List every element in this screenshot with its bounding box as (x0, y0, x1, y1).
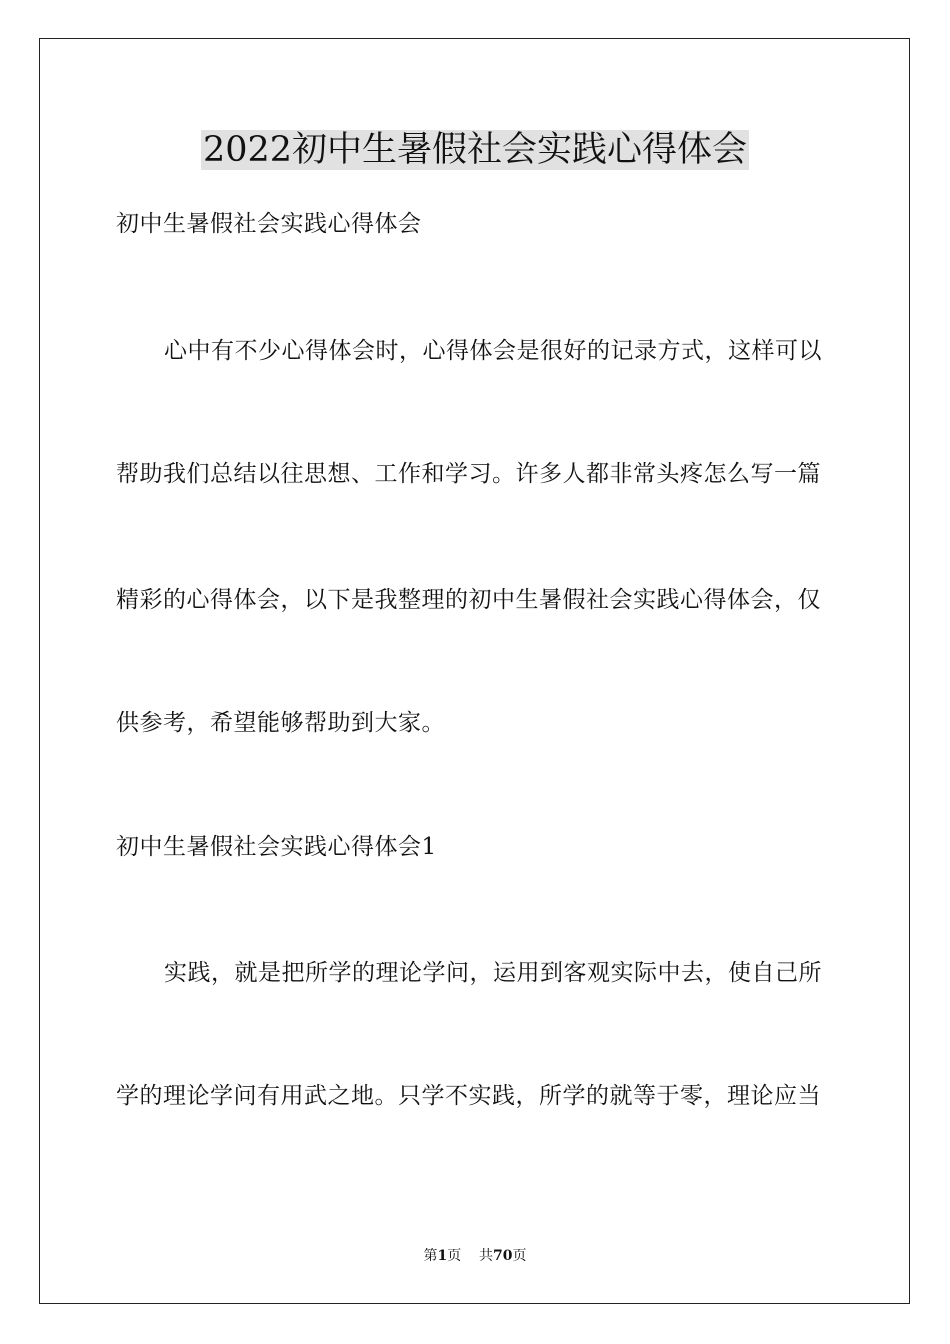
document-title-block (0, 128, 950, 172)
footer-total-pages: 70 (493, 1248, 513, 1264)
page-footer (0, 1246, 950, 1266)
paragraph-line: 学的理论学问有用武之地。只学不实践，所学的就等于零，理论应当 (116, 1083, 821, 1109)
section-heading: 初中生暑假社会实践心得体会1 (116, 834, 437, 860)
footer-total-suffix: 页 (512, 1248, 527, 1264)
paragraph-line: 实践，就是把所学的理论学问，运用到客观实际中去，使自己所 (164, 960, 822, 986)
paragraph-line: 供参考，希望能够帮助到大家。 (116, 710, 445, 736)
footer-total-prefix: 共 (479, 1248, 494, 1264)
document-title: 2022初中生暑假社会实践心得体会 (202, 130, 748, 170)
footer-page-number: 1 (437, 1248, 448, 1264)
paragraph-line: 帮助我们总结以往思想、工作和学习。许多人都非常头疼怎么写一篇 (116, 461, 821, 487)
footer-page-suffix: 页 (447, 1248, 462, 1264)
paragraph-line: 心中有不少心得体会时，心得体会是很好的记录方式，这样可以 (164, 338, 822, 364)
footer-page-prefix: 第 (423, 1248, 438, 1264)
subtitle-line: 初中生暑假社会实践心得体会 (116, 211, 422, 237)
paragraph-line: 精彩的心得体会，以下是我整理的初中生暑假社会实践心得体会，仅 (116, 587, 821, 613)
